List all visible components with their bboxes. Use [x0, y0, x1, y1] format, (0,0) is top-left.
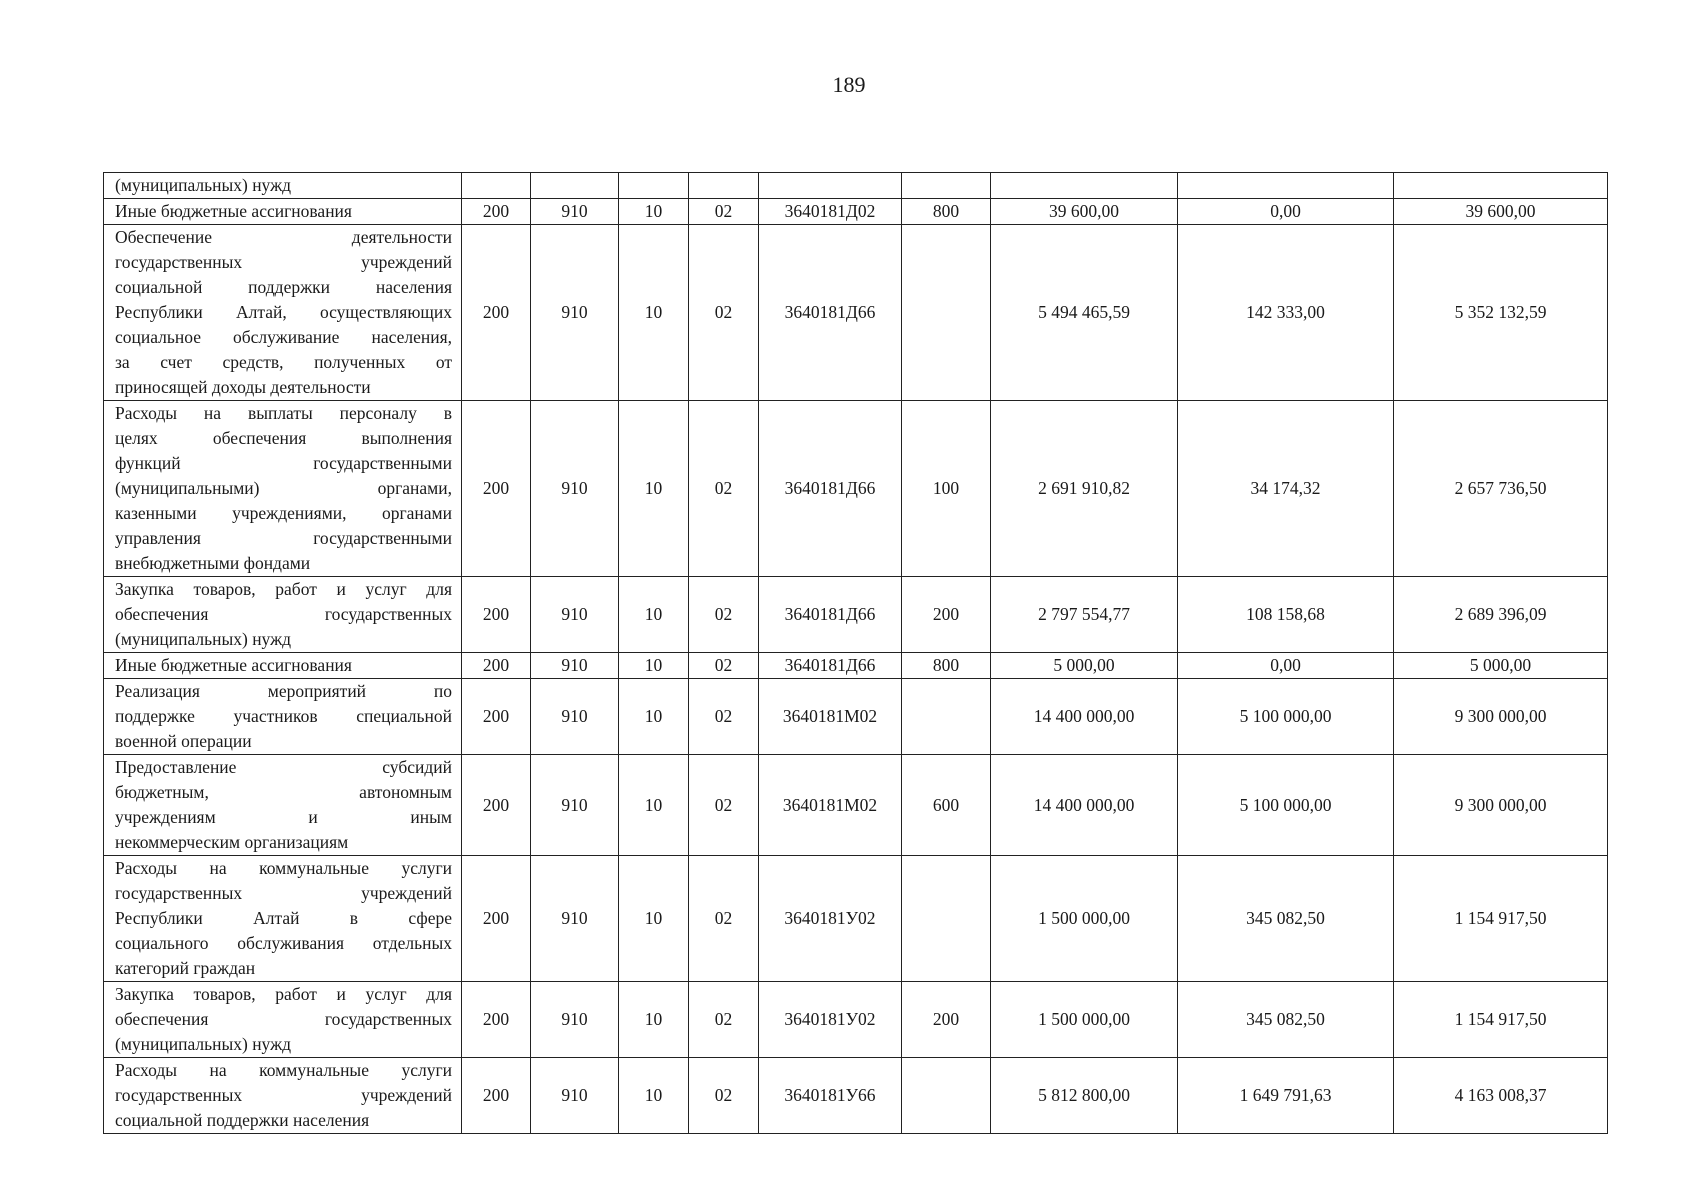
- expense-name-line: социального обслуживания отдельных: [115, 933, 452, 953]
- expense-name-line: Предоставление субсидий: [115, 757, 452, 777]
- ministry-code-cell: 910: [531, 401, 619, 577]
- expense-type-code-cell: 800: [902, 199, 991, 225]
- subsection-code-cell: 02: [689, 1058, 759, 1134]
- table-row: [104, 982, 1608, 1058]
- table-row: [104, 755, 1608, 856]
- expense-name-line: управления государственными: [115, 528, 452, 548]
- expense-name-cell: [104, 199, 462, 225]
- expense-type-code-cell: [902, 856, 991, 982]
- expense-name-cell: [104, 653, 462, 679]
- remaining-amount-cell: 2 689 396,09: [1394, 577, 1608, 653]
- section-code-cell: 200: [462, 679, 531, 755]
- expense-name-line: Иные бюджетные ассигнования: [115, 201, 352, 221]
- target-article-code-cell: 3640181У02: [759, 982, 902, 1058]
- expense-name-line: (муниципальных) нужд: [115, 1034, 292, 1054]
- ministry-code-cell: 910: [531, 225, 619, 401]
- target-article-code-cell: 3640181У02: [759, 856, 902, 982]
- expense-name-line: Расходы на выплаты персоналу в: [115, 403, 452, 423]
- ministry-code-cell: 910: [531, 653, 619, 679]
- expense-type-code-cell: 800: [902, 653, 991, 679]
- section-code-cell: 200: [462, 577, 531, 653]
- expense-name-line: Республики Алтай в сфере: [115, 908, 452, 928]
- remaining-amount-cell: 5 000,00: [1394, 653, 1608, 679]
- chapter-code-cell: 10: [619, 755, 689, 856]
- expense-name-cell: [104, 401, 462, 577]
- table-row: [104, 199, 1608, 225]
- expense-type-code-cell: 600: [902, 755, 991, 856]
- expense-type-code-cell: 200: [902, 577, 991, 653]
- expense-name-line: Расходы на коммунальные услуги: [115, 1060, 452, 1080]
- remaining-amount-cell: 5 352 132,59: [1394, 225, 1608, 401]
- table-row: [104, 577, 1608, 653]
- executed-amount-cell: 142 333,00: [1178, 225, 1394, 401]
- table-row: [104, 1058, 1608, 1134]
- remaining-amount-cell: 1 154 917,50: [1394, 982, 1608, 1058]
- expense-name-line: социальное обслуживание населения,: [115, 327, 452, 347]
- expense-name-line: государственных учреждений: [115, 1085, 452, 1105]
- target-article-code-cell: [759, 173, 902, 199]
- plan-amount-cell: 1 500 000,00: [991, 982, 1178, 1058]
- expense-name-line: казенными учреждениями, органами: [115, 503, 452, 523]
- expense-name-line: Республики Алтай, осуществляющих: [115, 302, 452, 322]
- expense-name-line: Реализация мероприятий по: [115, 681, 452, 701]
- remaining-amount-cell: 9 300 000,00: [1394, 679, 1608, 755]
- executed-amount-cell: 5 100 000,00: [1178, 755, 1394, 856]
- section-code-cell: 200: [462, 1058, 531, 1134]
- expense-type-code-cell: [902, 679, 991, 755]
- section-code-cell: 200: [462, 225, 531, 401]
- expense-type-code-cell: [902, 173, 991, 199]
- expense-name-line: за счет средств, полученных от: [115, 352, 452, 372]
- section-code-cell: [462, 173, 531, 199]
- executed-amount-cell: 0,00: [1178, 653, 1394, 679]
- expense-name-line: Закупка товаров, работ и услуг для: [115, 984, 452, 1004]
- budget-table: [103, 172, 1608, 1134]
- expense-type-code-cell: 200: [902, 982, 991, 1058]
- expense-name-cell: [104, 679, 462, 755]
- table-row: [104, 679, 1608, 755]
- subsection-code-cell: [689, 173, 759, 199]
- expense-name-line: обеспечения государственных: [115, 1009, 452, 1029]
- plan-amount-cell: 5 000,00: [991, 653, 1178, 679]
- expense-name-line: социальной поддержки населения: [115, 277, 452, 297]
- expense-name-line: социальной поддержки населения: [115, 1110, 370, 1130]
- plan-amount-cell: 14 400 000,00: [991, 755, 1178, 856]
- expense-name-line: целях обеспечения выполнения: [115, 428, 452, 448]
- chapter-code-cell: 10: [619, 199, 689, 225]
- expense-name-line: функций государственными: [115, 453, 452, 473]
- chapter-code-cell: 10: [619, 856, 689, 982]
- remaining-amount-cell: 39 600,00: [1394, 199, 1608, 225]
- expense-name-line: Закупка товаров, работ и услуг для: [115, 579, 452, 599]
- expense-name-line: государственных учреждений: [115, 252, 452, 272]
- expense-name-line: (муниципальных) нужд: [115, 629, 292, 649]
- expense-name-line: внебюджетными фондами: [115, 553, 311, 573]
- chapter-code-cell: 10: [619, 653, 689, 679]
- subsection-code-cell: 02: [689, 199, 759, 225]
- ministry-code-cell: 910: [531, 577, 619, 653]
- section-code-cell: 200: [462, 401, 531, 577]
- subsection-code-cell: 02: [689, 679, 759, 755]
- subsection-code-cell: 02: [689, 577, 759, 653]
- section-code-cell: 200: [462, 653, 531, 679]
- target-article-code-cell: 3640181М02: [759, 679, 902, 755]
- target-article-code-cell: 3640181М02: [759, 755, 902, 856]
- expense-name-line: учреждениям и иным: [115, 807, 452, 827]
- executed-amount-cell: 34 174,32: [1178, 401, 1394, 577]
- expense-name-line: поддержке участников специальной: [115, 706, 452, 726]
- expense-name-line: государственных учреждений: [115, 883, 452, 903]
- remaining-amount-cell: 1 154 917,50: [1394, 856, 1608, 982]
- executed-amount-cell: 345 082,50: [1178, 982, 1394, 1058]
- expense-type-code-cell: 100: [902, 401, 991, 577]
- budget-table-body: [104, 173, 1608, 1134]
- plan-amount-cell: 5 812 800,00: [991, 1058, 1178, 1134]
- expense-name-line: категорий граждан: [115, 958, 256, 978]
- chapter-code-cell: 10: [619, 982, 689, 1058]
- ministry-code-cell: 910: [531, 1058, 619, 1134]
- chapter-code-cell: [619, 173, 689, 199]
- expense-name-line: Расходы на коммунальные услуги: [115, 858, 452, 878]
- ministry-code-cell: 910: [531, 199, 619, 225]
- ministry-code-cell: 910: [531, 982, 619, 1058]
- subsection-code-cell: 02: [689, 653, 759, 679]
- executed-amount-cell: 5 100 000,00: [1178, 679, 1394, 755]
- section-code-cell: 200: [462, 982, 531, 1058]
- chapter-code-cell: 10: [619, 225, 689, 401]
- expense-name-line: Обеспечение деятельности: [115, 227, 452, 247]
- expense-name-line: обеспечения государственных: [115, 604, 452, 624]
- expense-name-line: (муниципальными) органами,: [115, 478, 452, 498]
- expense-name-cell: [104, 225, 462, 401]
- subsection-code-cell: 02: [689, 755, 759, 856]
- ministry-code-cell: [531, 173, 619, 199]
- executed-amount-cell: 0,00: [1178, 199, 1394, 225]
- expense-name-cell: [104, 173, 462, 199]
- expense-type-code-cell: [902, 225, 991, 401]
- table-row: [104, 401, 1608, 577]
- chapter-code-cell: 10: [619, 679, 689, 755]
- executed-amount-cell: [1178, 173, 1394, 199]
- target-article-code-cell: 3640181Д66: [759, 577, 902, 653]
- expense-name-line: приносящей доходы деятельности: [115, 377, 371, 397]
- chapter-code-cell: 10: [619, 1058, 689, 1134]
- ministry-code-cell: 910: [531, 856, 619, 982]
- expense-name-cell: [104, 577, 462, 653]
- plan-amount-cell: 14 400 000,00: [991, 679, 1178, 755]
- target-article-code-cell: 3640181Д66: [759, 401, 902, 577]
- expense-name-line: военной операции: [115, 731, 252, 751]
- remaining-amount-cell: 4 163 008,37: [1394, 1058, 1608, 1134]
- table-row: [104, 653, 1608, 679]
- plan-amount-cell: [991, 173, 1178, 199]
- ministry-code-cell: 910: [531, 755, 619, 856]
- executed-amount-cell: 108 158,68: [1178, 577, 1394, 653]
- expense-name-cell: [104, 982, 462, 1058]
- expense-name-cell: [104, 856, 462, 982]
- section-code-cell: 200: [462, 856, 531, 982]
- expense-name-line: некоммерческим организациям: [115, 832, 349, 852]
- section-code-cell: 200: [462, 755, 531, 856]
- expense-name-cell: [104, 1058, 462, 1134]
- plan-amount-cell: 1 500 000,00: [991, 856, 1178, 982]
- remaining-amount-cell: 9 300 000,00: [1394, 755, 1608, 856]
- table-row: [104, 173, 1608, 199]
- target-article-code-cell: 3640181У66: [759, 1058, 902, 1134]
- target-article-code-cell: 3640181Д02: [759, 199, 902, 225]
- executed-amount-cell: 1 649 791,63: [1178, 1058, 1394, 1134]
- expense-type-code-cell: [902, 1058, 991, 1134]
- plan-amount-cell: 2 797 554,77: [991, 577, 1178, 653]
- subsection-code-cell: 02: [689, 856, 759, 982]
- remaining-amount-cell: 2 657 736,50: [1394, 401, 1608, 577]
- target-article-code-cell: 3640181Д66: [759, 653, 902, 679]
- expense-name-cell: [104, 755, 462, 856]
- table-row: [104, 856, 1608, 982]
- plan-amount-cell: 5 494 465,59: [991, 225, 1178, 401]
- page-number: 189: [832, 72, 866, 97]
- remaining-amount-cell: [1394, 173, 1608, 199]
- target-article-code-cell: 3640181Д66: [759, 225, 902, 401]
- plan-amount-cell: 39 600,00: [991, 199, 1178, 225]
- ministry-code-cell: 910: [531, 679, 619, 755]
- expense-name-line: Иные бюджетные ассигнования: [115, 655, 352, 675]
- section-code-cell: 200: [462, 199, 531, 225]
- table-row: [104, 225, 1608, 401]
- expense-name-line: бюджетным, автономным: [115, 782, 452, 802]
- subsection-code-cell: 02: [689, 982, 759, 1058]
- chapter-code-cell: 10: [619, 577, 689, 653]
- executed-amount-cell: 345 082,50: [1178, 856, 1394, 982]
- subsection-code-cell: 02: [689, 225, 759, 401]
- plan-amount-cell: 2 691 910,82: [991, 401, 1178, 577]
- expense-name-line: (муниципальных) нужд: [115, 175, 292, 195]
- chapter-code-cell: 10: [619, 401, 689, 577]
- subsection-code-cell: 02: [689, 401, 759, 577]
